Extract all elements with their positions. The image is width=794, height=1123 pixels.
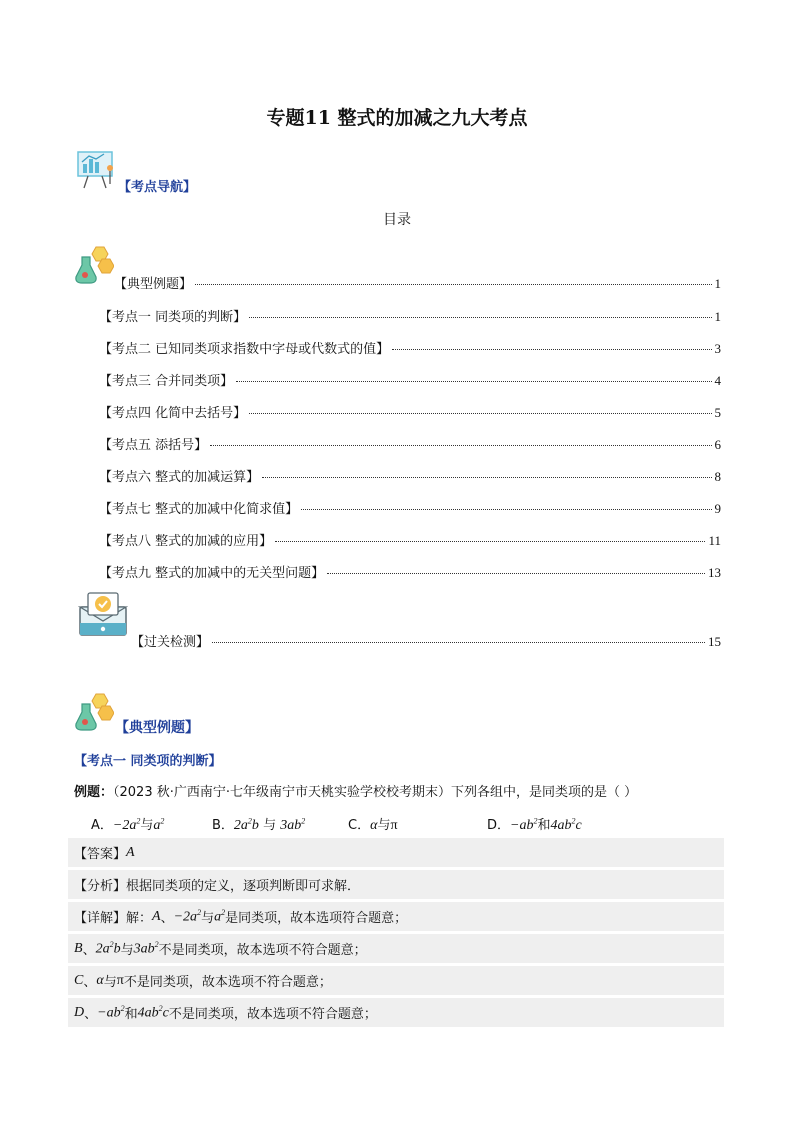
detail-row-d: D 、 $-ab^2$ 和 $4ab^2c$ 不是同类项，故本选项不符合题意； bbox=[68, 998, 724, 1027]
toc-item-kaodian-8[interactable]: 【考点八 整式的加减的应用】 11 bbox=[99, 533, 721, 549]
analysis-row: 【分析】 根据同类项的定义，逐项判断即可求解． bbox=[68, 870, 724, 899]
toc-item-typical-examples[interactable]: 【典型例题】 1 bbox=[114, 276, 721, 292]
solution-block bbox=[68, 838, 724, 1030]
kaodian-1-heading: 【考点一 同类项的判断】 bbox=[74, 754, 222, 769]
option-a: A．$-2a^2$与$a^2$ bbox=[91, 816, 165, 833]
option-d: D．$-ab^2$和$4ab^2c$ bbox=[487, 816, 582, 833]
detail-row-b: B 、 $2a^2b$ 与 $3ab^2$ 不是同类项，故本选项不符合题意； bbox=[68, 934, 724, 963]
toc-item-kaodian-3[interactable]: 【考点三 合并同类项】 4 bbox=[99, 373, 721, 389]
toc-item-kaodian-6[interactable]: 【考点六 整式的加减运算】 8 bbox=[99, 469, 721, 485]
nav-heading: 【考点导航】 bbox=[118, 180, 197, 195]
toc-item-kaodian-2[interactable]: 【考点二 已知同类项求指数中字母或代数式的值】 3 bbox=[99, 341, 721, 357]
toc-item-exam-check[interactable]: 【过关检测】 15 bbox=[131, 634, 721, 650]
toc-item-kaodian-9[interactable]: 【考点九 整式的加减中的无关型问题】 13 bbox=[99, 565, 721, 581]
detail-row-c: C 、 α 与 π 不是同类项，故本选项不符合题意； bbox=[68, 966, 724, 995]
toc-item-kaodian-5[interactable]: 【考点五 添括号】 6 bbox=[99, 437, 721, 453]
toc-item-kaodian-7[interactable]: 【考点七 整式的加减中化简求值】 9 bbox=[99, 501, 721, 517]
page-title: 专题11 整式的加减之九大考点 bbox=[266, 107, 528, 129]
toc-item-kaodian-4[interactable]: 【考点四 化简中去括号】 5 bbox=[99, 405, 721, 421]
flask-icon bbox=[72, 690, 114, 732]
detail-row-a: 【详解】 解： A 、 $-2a^2$ 与 $a^2$ 是同类项，故本选项符合题意； bbox=[68, 902, 724, 931]
toc-title: 目录 bbox=[383, 212, 411, 228]
option-b: B．$2a^2b$ 与 $3ab^2$ bbox=[212, 816, 306, 833]
toc-item-kaodian-1[interactable]: 【考点一 同类项的判断】 1 bbox=[99, 309, 721, 325]
example-question: 例题：（2023 秋·广西南宁·七年级南宁市天桃实验学校校考期末）下列各组中，是同类项的是（ ） bbox=[74, 785, 638, 800]
option-c: C．α与π bbox=[348, 818, 398, 833]
section-heading: 【典型例题】 bbox=[115, 720, 199, 736]
presentation-board-icon bbox=[74, 146, 118, 190]
answer-row: 【答案】 A bbox=[68, 838, 724, 867]
